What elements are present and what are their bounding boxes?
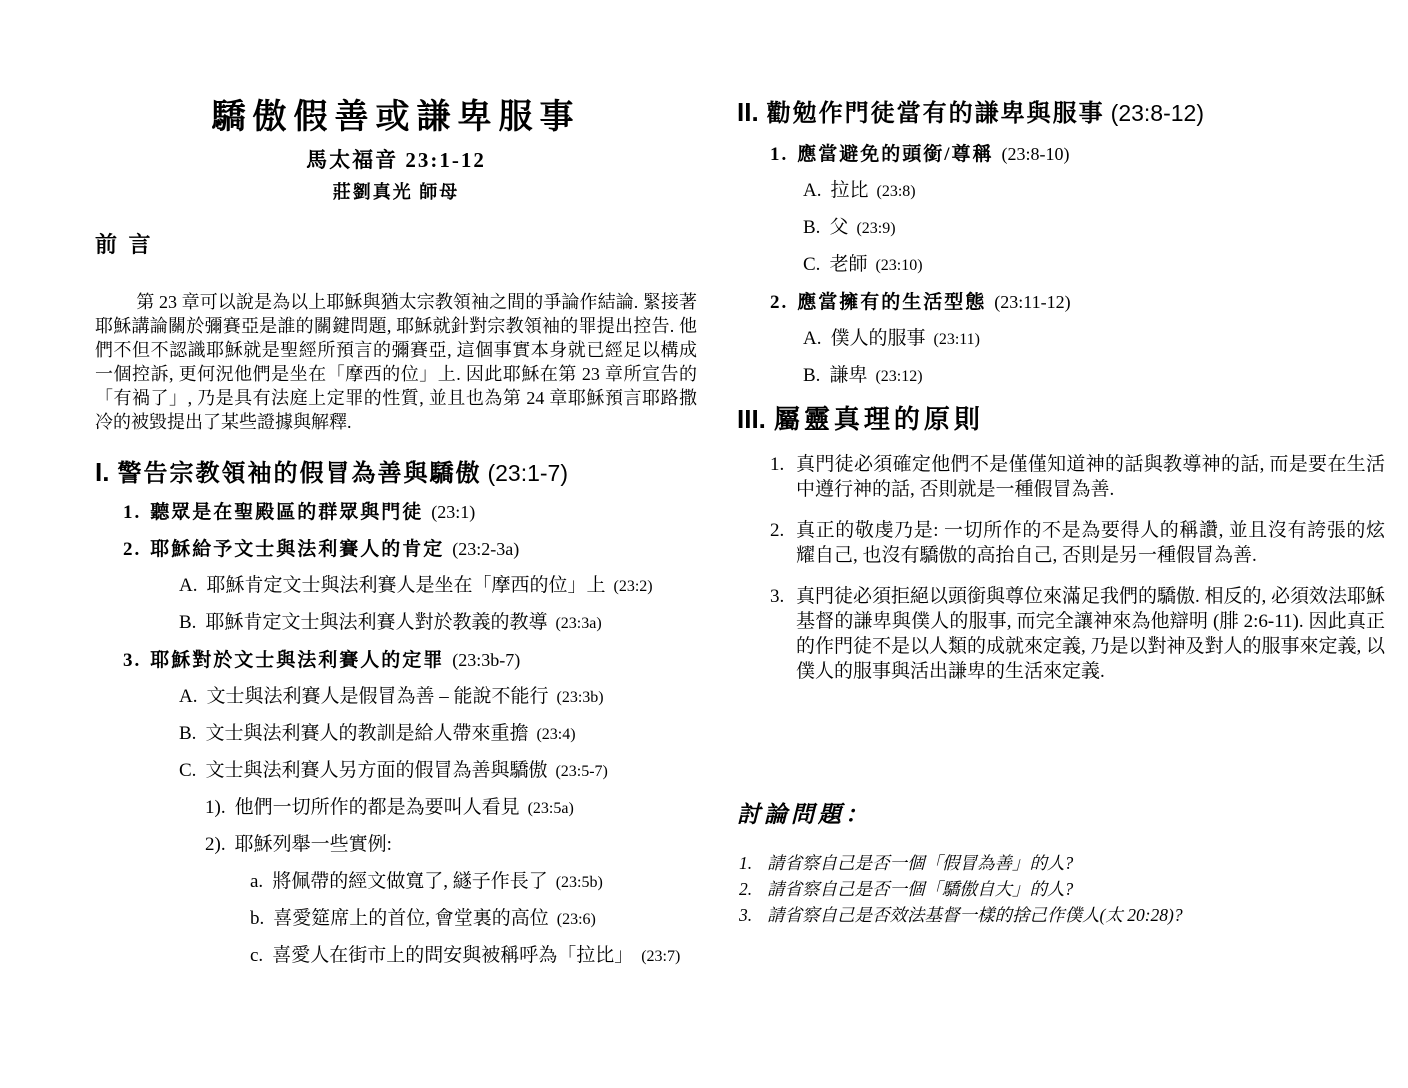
outline-row (737, 216, 1385, 241)
row-marker: 3. (739, 905, 753, 925)
row-text: 文士與法利賽人另方面的假冒為善與驕傲 (205, 760, 548, 781)
discussion-question (737, 902, 1385, 928)
outline-row (95, 759, 697, 784)
row-marker: 1. (123, 502, 142, 523)
discussion-question (737, 876, 1385, 902)
verse-ref: (23:4) (536, 726, 576, 743)
discussion-question (737, 850, 1385, 876)
outline-row (737, 253, 1385, 278)
verse-ref: (23:5b) (555, 874, 603, 891)
verse-ref: (23:5a) (527, 800, 574, 817)
row-marker: 3. (770, 586, 785, 607)
section-title: 屬靈真理的原則 (773, 405, 984, 434)
row-marker: 2. (739, 879, 753, 899)
outline-row (95, 500, 697, 525)
row-text: 喜愛筵席上的首位, 會堂裏的高位 (273, 908, 549, 929)
preface-heading: 前 言 (95, 232, 154, 257)
left-column (95, 0, 697, 981)
verse-ref: (23:8) (876, 183, 916, 200)
page-title: 驕傲假善或謙卑服事 (211, 99, 581, 136)
outline-row (95, 648, 697, 673)
row-marker: c. (250, 945, 264, 966)
section-numeral: I. (95, 457, 110, 487)
row-marker: 1. (770, 454, 785, 475)
row-marker: 3. (123, 650, 142, 671)
outline-row (737, 142, 1385, 167)
row-marker: B. (803, 365, 821, 386)
outline-row (95, 907, 697, 932)
outline-row (95, 870, 697, 895)
verse-ref: (23:7) (641, 948, 681, 965)
verse-ref: (23:5-7) (555, 763, 608, 780)
section-heading-3 (737, 403, 1385, 436)
row-marker: 2). (205, 834, 226, 855)
section-title: 勸勉作門徒當有的謙卑與服事 (766, 101, 1105, 127)
row-text: 耶穌對於文士與法利賽人的定罪 (150, 650, 445, 671)
row-text: 拉比 (830, 180, 869, 201)
row-marker: 1. (770, 144, 789, 165)
row-marker: a. (250, 871, 264, 892)
verse-ref: (23:9) (856, 220, 896, 237)
section-heading-2 (737, 96, 1385, 130)
row-marker: 2. (770, 292, 789, 313)
outline-row (737, 327, 1385, 352)
outline-row (95, 722, 697, 747)
row-text: 耶穌給予文士與法利賽人的肯定 (150, 539, 445, 560)
verse-ref: (23:2-3a) (452, 539, 520, 559)
row-marker: A. (803, 328, 822, 349)
row-marker: 2. (123, 539, 142, 560)
outline-row (737, 364, 1385, 389)
principle-text: 真正的敬虔乃是: 一切所作的不是為要得人的稱讚, 並且沒有誇張的炫耀自己, 也沒有驕傲的高抬自己, 否則是另一種假冒為善. (796, 520, 1385, 566)
section-heading-1 (95, 456, 697, 490)
verse-ref: (23:11) (933, 331, 981, 348)
principle-item (737, 518, 1385, 568)
row-text: 應當避免的頭銜/尊稱 (797, 144, 994, 165)
outline-row (737, 179, 1385, 204)
row-text: 應當擁有的生活型態 (797, 292, 987, 313)
verse-ref: (23:3b-7) (452, 650, 521, 670)
outline-row (95, 611, 697, 636)
row-text: 喜愛人在街市上的問安與被稱呼為「拉比」 (272, 945, 634, 966)
verse-ref: (23:1-7) (487, 460, 568, 486)
row-text: 他們一切所作的都是為要叫人看見 (234, 797, 520, 818)
section-numeral: III. (737, 404, 766, 434)
outline-row (95, 944, 697, 969)
question-text: 請省察自己是否一個「假冒為善」的人? (767, 853, 1074, 873)
row-text: 僕人的服事 (830, 328, 926, 349)
principle-item (737, 452, 1385, 502)
scripture-reference: 馬太福音 23:1-12 (306, 148, 486, 172)
verse-ref: (23:3a) (555, 615, 602, 632)
principle-text: 真門徒必須確定他們不是僅僅知道神的話與教導神的話, 而是要在生活中遵行神的話, 否則就是一種假冒為善. (796, 454, 1385, 500)
verse-ref: (23:10) (875, 257, 923, 274)
question-text: 請省察自己是否一個「驕傲自大」的人? (767, 879, 1074, 899)
row-text: 文士與法利賽人的教訓是給人帶來重擔 (205, 723, 529, 744)
row-text: 將佩帶的經文做寬了, 繸子作長了 (272, 871, 548, 892)
row-marker: A. (179, 575, 198, 596)
verse-ref: (23:6) (556, 911, 596, 928)
row-text: 謙卑 (829, 365, 868, 386)
row-text: 父 (829, 217, 849, 238)
principle-text: 真門徒必須拒絕以頭銜與尊位來滿足我們的驕傲. 相反的, 必須效法耶穌基督的謙卑與僕人的服事, 而完全讓神來為他辯明 (腓 2:6-11). 因此真正的作門徒不是以人類的成就來定義, 乃是以對神及對人的服事來定義, 以僕人的服事與活出謙卑的生活來定義. (796, 586, 1386, 682)
row-marker: 1. (739, 853, 753, 873)
verse-ref: (23:3b) (556, 689, 604, 706)
verse-ref: (23:11-12) (994, 292, 1071, 312)
row-marker: B. (803, 217, 821, 238)
outline-row (95, 685, 697, 710)
verse-ref: (23:8-12) (1110, 100, 1204, 126)
verse-ref: (23:2) (613, 578, 653, 595)
row-marker: 1). (205, 797, 226, 818)
question-text: 請省察自己是否效法基督一樣的捨己作僕人(太 20:28)? (767, 905, 1183, 925)
row-text: 耶穌肯定文士與法利賽人對於教義的教導 (205, 612, 548, 633)
row-marker: B. (179, 612, 197, 633)
discussion-heading: 討論問題： (737, 802, 872, 827)
outline-row (95, 574, 697, 599)
row-marker: 2. (770, 520, 785, 541)
row-text: 聽眾是在聖殿區的群眾與門徒 (150, 502, 424, 523)
section-title: 警告宗教領袖的假冒為善與驕傲 (117, 461, 482, 487)
verse-ref: (23:12) (875, 368, 923, 385)
verse-ref: (23:1) (431, 502, 476, 522)
row-marker: C. (803, 254, 821, 275)
row-marker: A. (179, 686, 198, 707)
preface-paragraph: 第 23 章可以說是為以上耶穌與猶太宗教領袖之間的爭論作結論. 緊接著耶穌講論關於彌賽亞是誰的關鍵問題, 耶穌就針對宗教領袖的罪提出控告. 他們不但不認識耶穌就是聖經所預言的彌賽亞, 這個事實本身就已經足以構成一個控訴, 更何況他們是坐在「摩西的位」上. 因此耶穌在第 23 章所宣告的「有禍了」, 乃是具有法庭上定罪的性質, 並且也為第 24 章耶穌預言耶路撒冷的被毀提出了某些證據與解釋. (95, 292, 697, 432)
verse-ref: (23:8-10) (1001, 144, 1070, 164)
outline-row (95, 796, 697, 821)
outline-row (737, 290, 1385, 315)
outline-row (95, 537, 697, 562)
row-marker: A. (803, 180, 822, 201)
discussion-questions (737, 850, 1385, 928)
row-marker: B. (179, 723, 197, 744)
right-column (737, 0, 1385, 928)
row-marker: b. (250, 908, 265, 929)
row-marker: C. (179, 760, 197, 781)
row-text: 文士與法利賽人是假冒為善 – 能說不能行 (206, 686, 549, 707)
row-text: 耶穌列舉一些實例: (234, 834, 392, 855)
principle-item (737, 584, 1385, 684)
author-name: 莊劉真光 師母 (332, 182, 460, 202)
section-numeral: II. (737, 97, 759, 127)
outline-row (95, 833, 697, 858)
row-text: 老師 (829, 254, 868, 275)
row-text: 耶穌肯定文士與法利賽人是坐在「摩西的位」上 (206, 575, 606, 596)
